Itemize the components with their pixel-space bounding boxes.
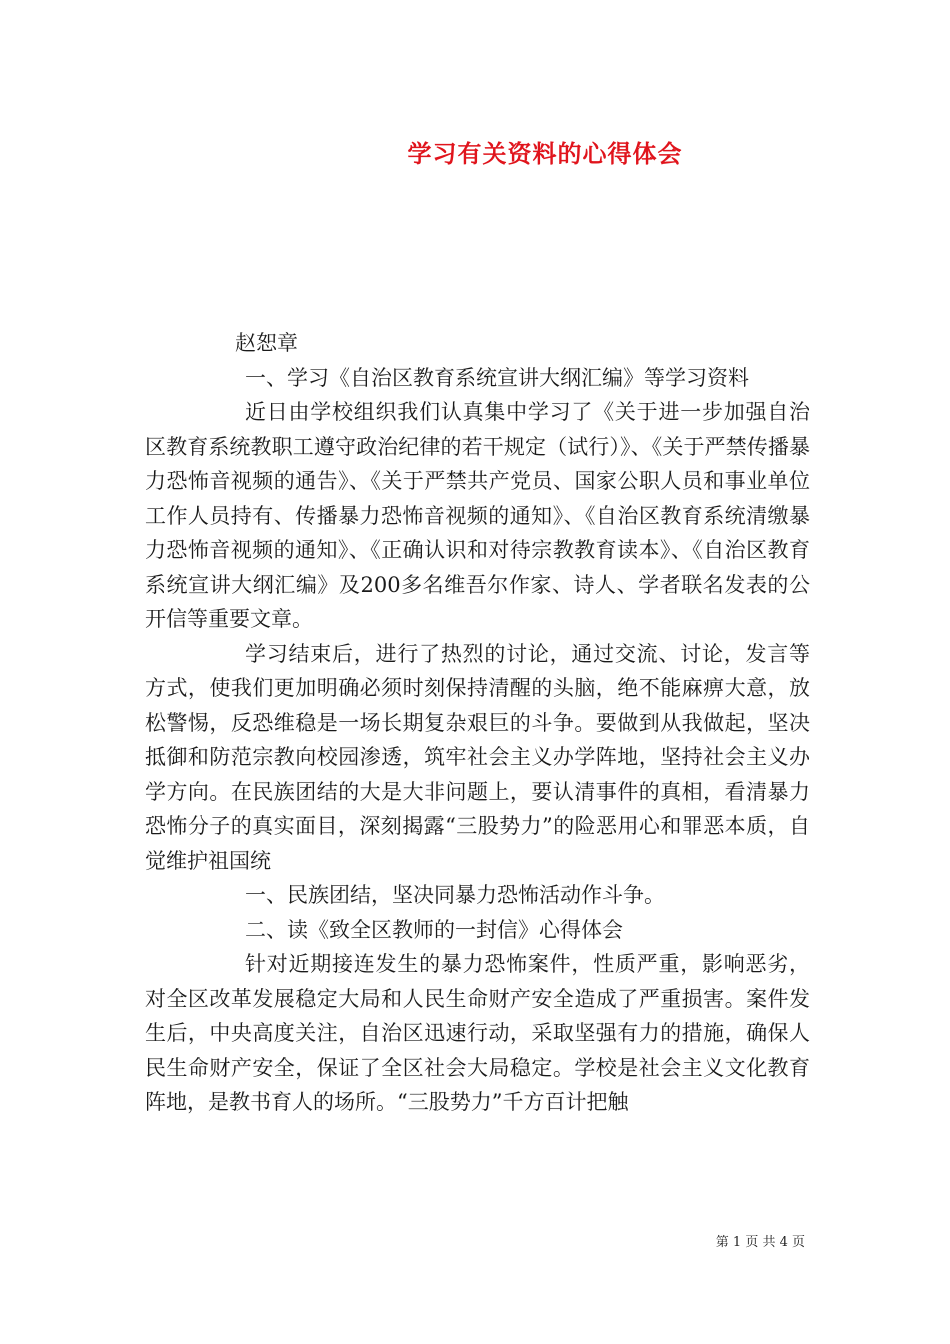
paragraph-1: 近日由学校组织我们认真集中学习了《关于进一步加强自治区教育系统教职工遵守政治纪律的若干规定（试行）》、《关于严禁传播暴力恐怖音视频的通告》、《关于严禁共产党员、国家公职人员和事业单位工作人员持有、传播暴力恐怖音视频的通知》、《自治区教育系统清缴暴力恐怖音视频的通知》、《正确认识和对待宗教教育读本》、《自治区教育系统宣讲大纲汇编》及200多名维吾尔作家、诗人、学者联名发表的公开信等重要文章。: [145, 400, 810, 631]
document-body: [145, 326, 810, 1120]
section-heading-1: 一、学习《自治区教育系统宣讲大纲汇编》等学习资料: [245, 365, 749, 390]
author-name: 赵恕章: [235, 331, 298, 355]
section-heading-2: 一、民族团结，坚决同暴力恐怖活动作斗争。: [245, 883, 665, 907]
section-heading-3: 二、读《致全区教师的一封信》心得体会: [245, 917, 623, 942]
paragraph-3: 针对近期接连发生的暴力恐怖案件，性质严重，影响恶劣，对全区改革发展稳定大局和人民生命财产安全造成了严重损害。案件发生后，中央高度关注，自治区迅速行动，采取坚强有力的措施，确保人民生命财产安全，保证了全区社会大局稳定。学校是社会主义文化教育阵地，是教书育人的场所。“三股势力”千方百计把触: [145, 952, 810, 1114]
document-title: 学习有关资料的心得体会: [407, 139, 683, 168]
page-number-footer: 第 1 页 共 4 页: [715, 1235, 805, 1250]
paragraph-2: 学习结束后，进行了热烈的讨论，通过交流、讨论，发言等方式，使我们更加明确必须时刻保持清醒的头脑，绝不能麻痹大意，放松警惕，反恐维稳是一场长期复杂艰巨的斗争。要做到从我做起，坚决抵御和防范宗教向校园渗透，筑牢社会主义办学阵地，坚持社会主义办学方向。在民族团结的大是大非问题上，要认清事件的真相，看清暴力恐怖分子的真实面目，深刻揭露“三股势力”的险恶用心和罪恶本质，自觉维护祖国统: [145, 641, 810, 873]
